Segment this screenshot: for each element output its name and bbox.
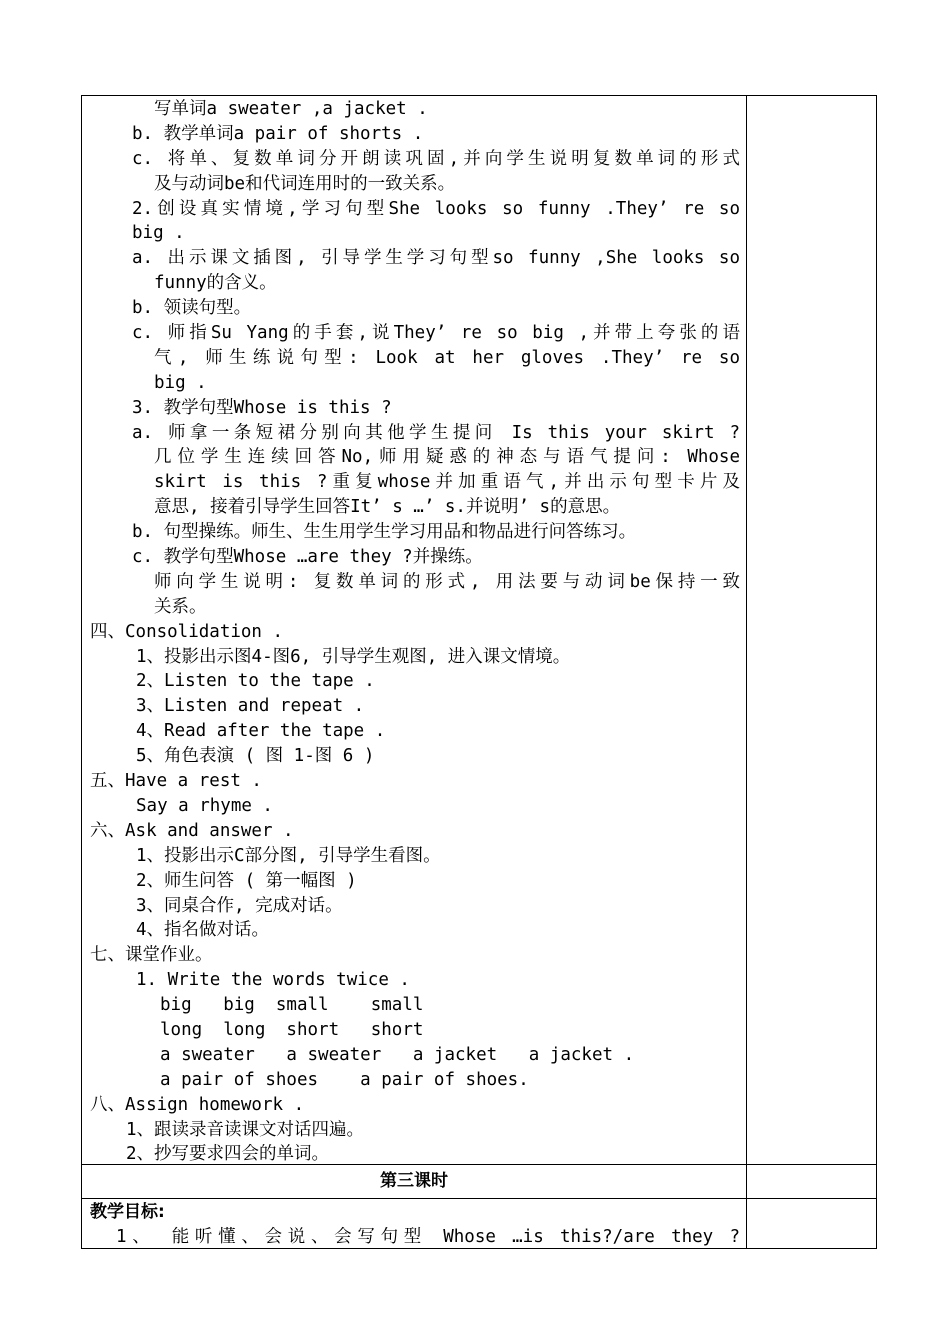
goals-heading: 教学目标: <box>90 1202 165 1222</box>
column-divider <box>746 96 747 1248</box>
lesson-plan-table <box>81 95 877 1249</box>
lesson-line: 2、抄写要求四会的单词。 <box>126 1144 330 1165</box>
lesson-line: 七、课堂作业。 <box>90 945 213 966</box>
row-divider <box>82 1198 876 1199</box>
lesson-line: 2.创设真实情境,学习句型She looks so funny .They’ re so <box>132 198 740 219</box>
goals-line: 1、 能听懂、会说、会写句型 Whose …is this?/are they ? <box>116 1226 740 1247</box>
lesson-line: c. 师指Su Yang的手套,说They’ re so big ,并带上夸张的语 <box>132 323 740 344</box>
lesson-line: big . <box>154 372 207 393</box>
lesson-line: 1. Write the words twice . <box>136 970 410 991</box>
lesson-line: 及与动词be和代词连用时的一致关系。 <box>154 173 456 194</box>
lesson-line: 四、Consolidation . <box>90 621 284 642</box>
lesson-line: big big small small <box>160 995 424 1016</box>
lesson-line: 五、Have a rest . <box>90 771 262 792</box>
lesson-line: skirt is this ?重复whose并加重语气,并出示句型卡片及 <box>154 472 740 493</box>
lesson-line: 几位学生连续回答No,师用疑惑的神态与语气提问: Whose <box>154 447 740 468</box>
lesson-line: 3. 教学句型Whose is this ? <box>132 397 392 418</box>
lesson-line: a sweater a sweater a jacket a jacket . <box>160 1044 635 1065</box>
lesson-line: 意思, 接着引导学生回答It’ s …’ s.并说明’ s的意思。 <box>154 497 621 518</box>
lesson-line: 4、Read after the tape . <box>136 721 386 742</box>
lesson-line: a. 出示课文插图, 引导学生学习句型so funny ,She looks so <box>132 248 740 269</box>
lesson-line: c. 将单、复数单词分开朗读巩固,并向学生说明复数单词的形式 <box>132 148 740 169</box>
lesson-line: b. 领读句型。 <box>132 298 252 319</box>
lesson-line: 八、Assign homework . <box>90 1094 305 1115</box>
lesson-line: 4、指名做对话。 <box>136 920 270 941</box>
lesson-line: 5、角色表演 ( 图 1-图 6 ) <box>136 746 375 767</box>
lesson-line: b. 句型操练。师生、生生用学生学习用品和物品进行问答练习。 <box>132 522 637 543</box>
lesson-line: 六、Ask and answer . <box>90 820 294 841</box>
lesson-line: 关系。 <box>154 596 207 617</box>
lesson-line: 1、跟读录音读课文对话四遍。 <box>126 1119 365 1140</box>
lesson-line: 气, 师生练说句型: Look at her gloves .They’ re so <box>154 347 740 368</box>
lesson-line: funny的含义。 <box>154 273 277 294</box>
lesson-steps-cell <box>82 97 746 1167</box>
lesson-line: 3、Listen and repeat . <box>136 696 365 717</box>
lesson-line: 2、师生问答 ( 第一幅图 ) <box>136 870 357 891</box>
lesson-line: 2、Listen to the tape . <box>136 671 375 692</box>
lesson-line: c. 教学句型Whose …are they ?并操练。 <box>132 547 483 568</box>
lesson-line: a pair of shoes a pair of shoes. <box>160 1069 529 1090</box>
lesson-line: 师向学生说明: 复数单词的形式, 用法要与动词be保持一致 <box>154 571 740 592</box>
lesson-line: 1、投影出示图4-图6, 引导学生观图, 进入课文情境。 <box>136 646 571 667</box>
lesson-line: Say a rhyme . <box>136 795 273 816</box>
lesson-line: 3、同桌合作, 完成对话。 <box>136 895 343 916</box>
lesson-line: 1、投影出示C部分图, 引导学生看图。 <box>136 845 441 866</box>
lesson-line: 写单词a sweater ,a jacket . <box>154 99 428 119</box>
lesson-line: long long short short <box>160 1019 424 1040</box>
lesson-line: b. 教学单词a pair of shorts . <box>132 123 424 144</box>
goals-cell <box>82 1200 746 1250</box>
lesson-line: big . <box>132 223 185 244</box>
lesson-line: a. 师拿一条短裙分别向其他学生提问 Is this your skirt ? <box>132 422 740 443</box>
section-title: 第三课时 <box>380 1171 448 1191</box>
